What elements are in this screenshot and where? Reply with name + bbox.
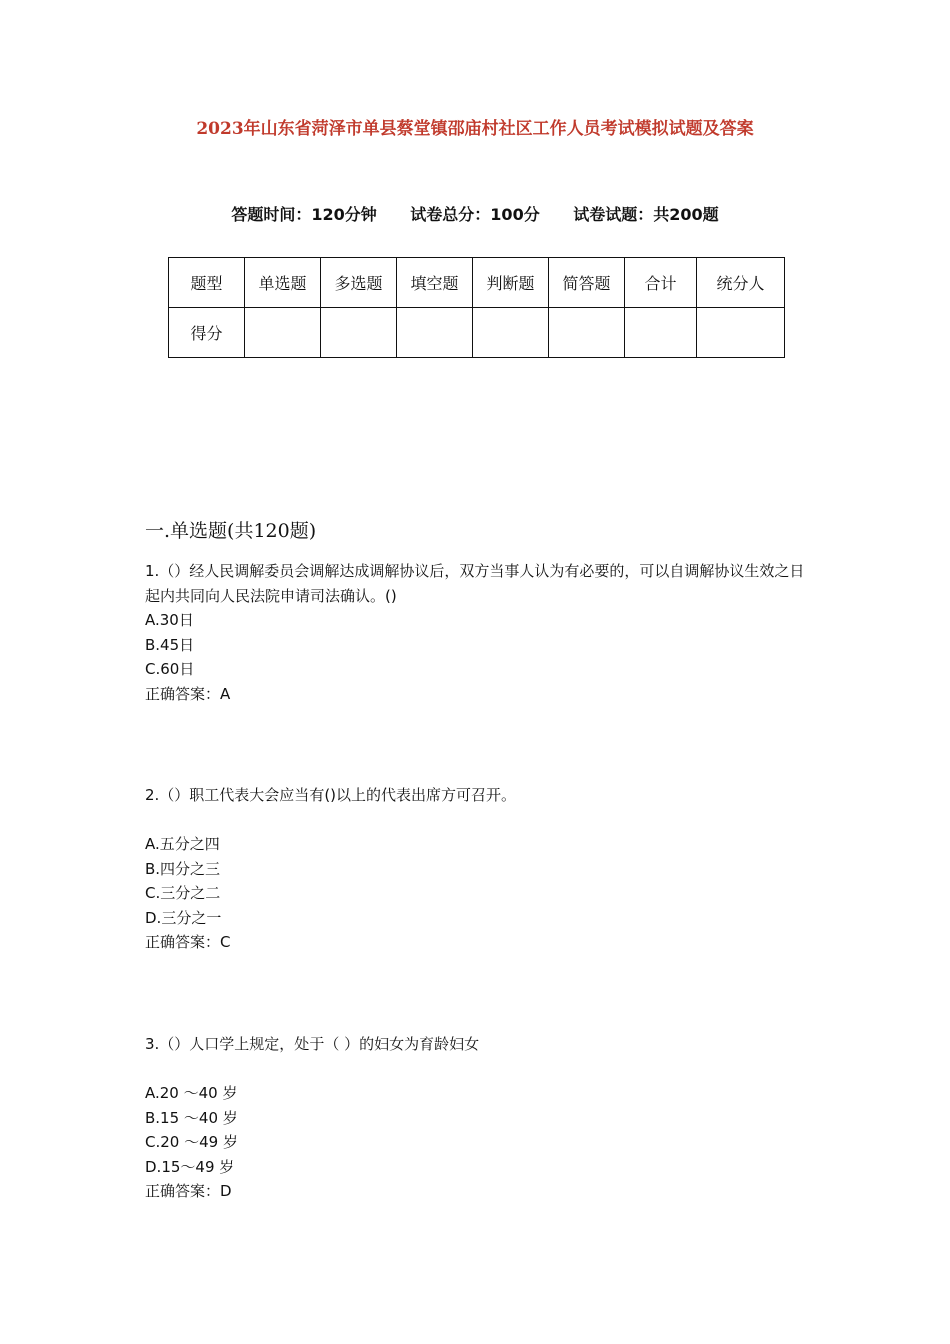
score-header-cell: 单选题 [245, 258, 321, 308]
exam-time: 答题时间：120分钟 [231, 205, 377, 224]
score-row-label: 得分 [169, 308, 245, 358]
question-2 [145, 783, 815, 955]
question-option: D.15～49 岁 [145, 1157, 235, 1176]
question-stem: 2.（）职工代表大会应当有()以上的代表出席方可召开。 [145, 786, 517, 804]
score-cell [397, 308, 473, 358]
score-header-cell: 题型 [169, 258, 245, 308]
question-option: B.四分之三 [145, 859, 221, 878]
score-header-cell: 判断题 [473, 258, 549, 308]
score-cell [473, 308, 549, 358]
question-option: B.15 ～40 岁 [145, 1108, 238, 1127]
section-title: 一.单选题(共120题) [145, 520, 317, 542]
exam-total-score: 试卷总分：100分 [410, 205, 540, 224]
question-answer: 正确答案：C [145, 933, 231, 951]
score-table-header-row [169, 258, 785, 308]
exam-total-questions: 试卷试题：共200题 [573, 205, 719, 224]
score-cell [245, 308, 321, 358]
score-cell [549, 308, 625, 358]
document-title: 2023年山东省菏泽市单县蔡堂镇邵庙村社区工作人员考试模拟试题及答案 [196, 119, 754, 139]
score-header-cell: 多选题 [321, 258, 397, 308]
score-cell [697, 308, 785, 358]
question-answer: 正确答案：A [145, 684, 231, 703]
score-table [168, 257, 785, 358]
question-option: C.20 ～49 岁 [145, 1133, 238, 1151]
question-3 [145, 1032, 815, 1204]
question-option: D.三分之一 [145, 908, 222, 927]
score-header-cell: 合计 [625, 258, 697, 308]
score-table-score-row [169, 308, 785, 358]
question-option: A.五分之四 [145, 835, 220, 853]
question-stem: 1.（）经人民调解委员会调解达成调解协议后，双方当事人认为有必要的，可以自调解协议生效之日起内共同向人民法院申请司法确认。() [145, 562, 805, 605]
score-cell [321, 308, 397, 358]
score-header-cell: 填空题 [397, 258, 473, 308]
score-header-cell: 统分人 [697, 258, 785, 308]
score-cell [625, 308, 697, 358]
question-answer: 正确答案：D [145, 1182, 232, 1200]
question-option: C.三分之二 [145, 884, 221, 902]
question-option: A.20 ～40 岁 [145, 1084, 238, 1102]
question-1 [145, 559, 815, 706]
exam-meta [0, 202, 950, 225]
score-header-cell: 简答题 [549, 258, 625, 308]
question-option: B.45日 [145, 635, 195, 654]
question-option: C.60日 [145, 660, 195, 678]
question-stem: 3.（）人口学上规定，处于（ ）的妇女为育龄妇女 [145, 1035, 480, 1053]
question-option: A.30日 [145, 611, 194, 629]
